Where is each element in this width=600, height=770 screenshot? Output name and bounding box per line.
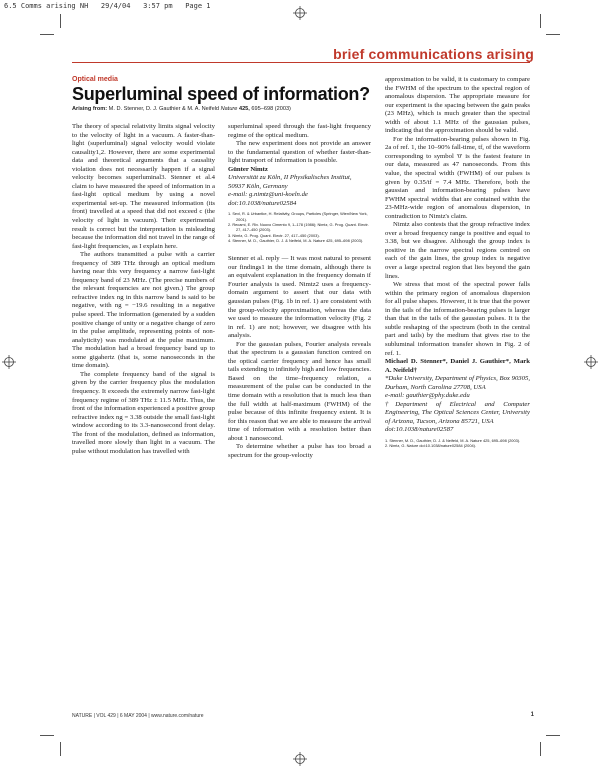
column-2 (228, 123, 371, 460)
arising-volume: 425, (237, 106, 250, 112)
arising-from-line (72, 106, 372, 112)
affiliation-line: Universität zu Köln, II Physikalisches Institut, (228, 174, 352, 182)
crop-mark (40, 34, 54, 35)
page-number: 1 (530, 712, 534, 718)
author-names: Michael D. Stenner*, Daniel J. Gauthier*, Mark A. Neifeld† (385, 358, 530, 374)
reference: 1. Sexl, R. & Urbantke, H. Relativity, Groups, Particles (Springer, Wien/New York, 2001). (228, 211, 368, 222)
paragraph: For the gaussian pulses, Fourier analysis reveals that the spectrum is a gaussian function centred on the optical carrier frequency and hence has small tails extending to infinitely high and low frequencies. Based on the time–frequency relation, a measurement of the pulse can be conducted in the time domain with a resolution that is much less than the full width at half-maximum (FWHM) of the pulse because of this infinite frequency extent. It is for this reason that we are able to measure the arrival time of information with a resolution better than about 1 nanosecond. (228, 340, 372, 442)
registration-mark-bottom (293, 752, 307, 766)
paragraph: The complete frequency band of the signal is given by the carrier frequency plus the modulation frequency. It exceeds the extremely narrow fast-light frequency regime of 389 THz ± 11.5 MHz. Thus, the front of the information experienced a positive group refractive index ng = 3.38 outside the small fast-light window according to its 3.3-nanosecond front delay. The front of the modulation, defined as information, travelled more slowly than light in a vacuum. The pulse without modulation has travelled with (72, 370, 215, 455)
registration-mark-left (2, 355, 16, 369)
print-slug: 6.5 Comms arising NH 29/4/04 3:57 pm Page 1 (4, 2, 211, 10)
author-email: e-mail: g.nimtz@uni-koeln.de (228, 191, 308, 199)
column-1 (72, 123, 215, 456)
paragraph: The authors transmitted a pulse with a carrier frequency of 389 THz through an optical medium having near this very frequency a narrow fast-light frequency band of 23 MHz. (The precise numbers of the relevant frequencies are not given.) The group refractive index ng in this narrow band is said to be negative, with ng = −19.6 resulting in a negative pulse speed. The information (generated by a sudden positive change of unity or a negative change of zero in the pulse amplitude, representing points of non-analyticity) was modulated at the pulse maximum. The modulation had a broad frequency band up to some gigahertz (that is, some nanoseconds in the time domain). (72, 251, 215, 370)
reference: 2. Recami, E. Riv. Nuovo Cimento 9, 1–178 (1986); Nimtz, G. Prog. Quant. Electr. 27, 417–450 (2003). (228, 222, 369, 233)
paragraph: superluminal speed through the fast-light frequency regime of the optical medium. (228, 123, 371, 139)
registration-mark-right (584, 355, 598, 369)
arising-pages: 695–698 (2003) (249, 106, 291, 112)
kicker: Optical media (72, 76, 118, 83)
reference: 1. Stenner, M. D., Gauthier, D. J. & Neifeld, M. A. Nature 425, 695–698 (2003). (385, 437, 521, 443)
paragraph: Nimtz also contests that the group refractive index over a broad frequency range is positive and equal to 3.38, but we disagree. Although the group index is positive in the narrow spectral regions centred on each of the gain lines, the group index is negative over a large spectral region that lies beyond the gain lines. (385, 221, 530, 280)
crop-mark (546, 735, 560, 736)
author-email: e-mail: gauthier@phy.duke.edu (385, 392, 470, 400)
registration-mark-top (293, 6, 307, 20)
paragraph: The theory of special relativity limits signal velocity to the velocity of light in a vacuum. A faster-than-light (superluminal) signal velocity would violate causality1,2. However, there are some experimental data and theoretical arguments that a causality violation does not necessarily happen if a signal velocity becomes superluminal3. Stenner et al.4 claim to have measured the speed of information in a fast-light optical medium by using a novel experimental set-up. The measured information (its front) travelled at a speed that did not exceed c (the velocity of light in vacuum). Their experimental result is correct but the interpretation is misleading because the information did not travel in the range of fast-light frequencies, as I explain here. (72, 123, 215, 250)
affiliation-line: †Department of Electrical and Computer Engineering, The Optical Sciences Center, University of Arizona, Tucson, Arizona 85721, USA (385, 400, 530, 425)
crop-mark (60, 742, 61, 756)
affiliation-line: *Duke University, Department of Physics, Box 90305, Durham, North Carolina 27708, USA (385, 375, 530, 391)
paragraph: The new experiment does not provide an answer to the fundamental question of whether faster-than-light transport of information is possible. (228, 140, 371, 165)
paragraph: To determine whether a pulse has too broad a spectrum for the group-velocity (228, 443, 371, 459)
article-title: Superluminal speed of information? (72, 84, 370, 104)
section-heading: brief communications arising (333, 46, 534, 62)
paragraph: approximation to be valid, it is customary to compare the FWHM of the spectrum to the spectral region of anomalous dispersion. The appropriate measure for our experiment is the spacing between the gain peaks (23 MHz), which is much greater than the spectral width of about 1.1 MHz of the gaussian pulses, indicating that the approximation should be valid. (385, 76, 530, 135)
crop-mark (40, 735, 54, 736)
crop-mark (540, 14, 541, 28)
reference-list (385, 438, 530, 449)
doi: doi:10.1038/nature02587 (385, 426, 454, 434)
arising-journal: Nature (220, 106, 238, 112)
arising-label: Arising from: (72, 106, 108, 112)
page-footer: NATURE | VOL 429 | 6 MAY 2004 | www.nature.com/nature (72, 713, 204, 719)
reference: 3. Nimtz, G. Prog. Quant. Electr. 27, 417–450 (2003). (228, 232, 320, 238)
affiliation-line: 50937 Köln, Germany (228, 182, 288, 190)
section-rule (72, 62, 530, 63)
crop-mark (60, 14, 61, 28)
reference: 2. Nimtz, G. Nature doi:10.1038/nature02584 (2004). (385, 443, 477, 449)
doi: doi:10.1038/nature02584 (228, 199, 297, 207)
column-3 (385, 76, 530, 449)
reference-list (228, 211, 371, 243)
crop-mark (540, 742, 541, 756)
reference: 4. Stenner, M. D., Gauthier, D. J. & Neifeld, M. A. Nature 425, 695–698 (2003). (228, 237, 364, 243)
author-name: Günter Nimtz (228, 165, 268, 173)
arising-authors: M. D. Stenner, D. J. Gauthier & M. A. Neifeld (107, 106, 221, 112)
paragraph: For the information-bearing pulses shown in Fig. 2a of ref. 1, the 10–90% fall-time, tf, of the waveform corresponding to symbol '0' is the fastest feature in our data, measured as 47 nanoseconds. From this value, the spectral width (FWHM) of our pulses is given by 0.35/tf = 7.4 MHz. Therefore, both the gaussian and information-bearing pulses have FWHM spectral widths that are contained within the 23-MHz-wide region of anomalous dispersion, in contradiction to Nimtz's claim. (385, 135, 530, 220)
crop-mark (546, 34, 560, 35)
paragraph: We stress that most of the spectral power falls within the primary region of anomalous dispersion for all pulse shapes. However, it is true that the power in the tails of the information-bearing pulses is larger than that in the tails of the gaussian pulses. It is the subtle reshaping of the spectrum (both in the central part and tails) by the medium that gives rise to the subluminal information transfer shown in Fig. 2 of ref. 1. (385, 281, 530, 357)
reply-paragraph: Stenner et al. reply — It was most natural to present our findings1 in the time domain, although there is an equivalent explanation in the frequency domain if Fourier analysis is used. Nimtz2 uses a frequency-domain argument to assert that our data with gaussian pulses (Fig. 1b in ref. 1) are consistent with the group-velocity approximation, whereas the data we used to measure the information velocity (Fig. 2 in ref. 1) are not; however, we disagree with his analysis. (228, 255, 371, 340)
